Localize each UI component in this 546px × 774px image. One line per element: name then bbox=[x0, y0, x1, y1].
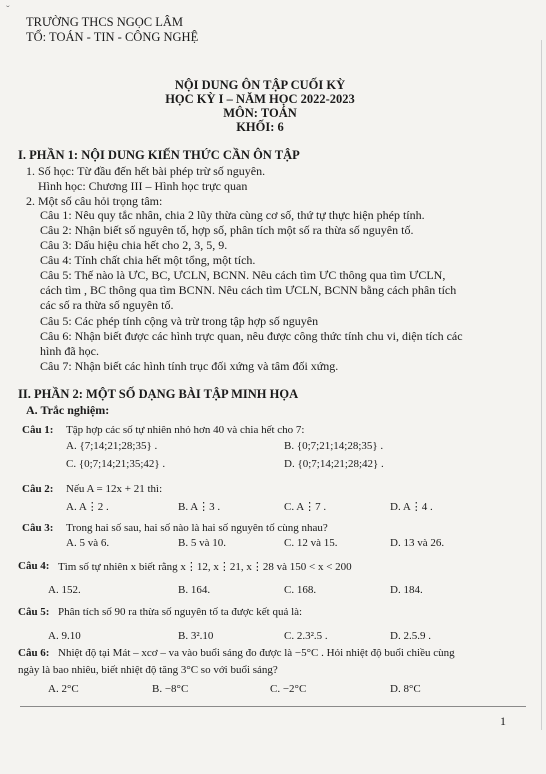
q1-option-a: A. {7;14;21;28;35} . bbox=[66, 440, 158, 452]
q2-text: Nếu A = 12x + 21 thì: bbox=[66, 483, 163, 495]
q4-option-c: C. 168. bbox=[284, 584, 317, 596]
q3-option-c: C. 12 và 15. bbox=[284, 537, 338, 549]
q6-label: Câu 6: bbox=[18, 647, 50, 659]
review-line: Câu 6: Nhận biết được các hình trực quan, nêu được công thức tính chu vi, diện tích các bbox=[40, 329, 463, 343]
page-edge-line bbox=[541, 40, 542, 730]
review-line: Câu 3: Dấu hiệu chia hết cho 2, 3, 5, 9. bbox=[40, 238, 228, 252]
q2-option-a: A. A⋮2 . bbox=[66, 501, 109, 513]
q6-option-c: C. −2°C bbox=[270, 683, 307, 695]
part1-heading: I. PHẦN 1: NỘI DUNG KIẾN THỨC CẦN ÔN TẬP bbox=[18, 148, 300, 162]
q4-text: Tìm số tự nhiên x biết rằng x⋮12, x⋮21, x⋮28 và 150 < x < 200 bbox=[58, 561, 352, 573]
q3-text: Trong hai số sau, hai số nào là hai số nguyên tố cùng nhau? bbox=[66, 522, 328, 534]
part1-item1b: Hình học: Chương III – Hình học trực quan bbox=[38, 179, 248, 193]
part1-item2: 2. Một số câu hỏi trọng tâm: bbox=[26, 194, 163, 208]
q5-label: Câu 5: bbox=[18, 606, 50, 618]
q2-option-b: B. A⋮3 . bbox=[178, 501, 221, 513]
q6-text: Nhiệt độ tại Mát – xcơ – va vào buổi sáng đo được là −5°C . Hỏi nhiệt độ buổi chiều cùng bbox=[58, 647, 455, 659]
q6-text-line2: ngày là bao nhiêu, biết nhiệt độ tăng 3°C so với buổi sáng? bbox=[18, 664, 278, 676]
q5-option-b: B. 3².10 bbox=[178, 630, 214, 642]
q5-text: Phân tích số 90 ra thừa số nguyên tố ta được kết quả là: bbox=[58, 606, 303, 618]
doc-title-line2: HỌC KỲ I – NĂM HỌC 2022-2023 bbox=[165, 92, 355, 106]
q5-option-c: C. 2.3².5 . bbox=[284, 630, 328, 642]
review-line: Câu 5: Thế nào là ƯC, BC, ƯCLN, BCNN. Nêu cách tìm ƯC thông qua tìm ƯCLN, bbox=[40, 268, 446, 282]
q1-option-d: D. {0;7;14;21;28;42} . bbox=[284, 458, 384, 470]
footer-divider bbox=[20, 706, 526, 707]
page-number: 1 bbox=[500, 714, 506, 728]
doc-title-line3: MÔN: TOÁN bbox=[223, 106, 297, 120]
q6-option-b: B. −8°C bbox=[152, 683, 189, 695]
q3-option-a: A. 5 và 6. bbox=[66, 537, 110, 549]
part2-heading: II. PHẦN 2: MỘT SỐ DẠNG BÀI TẬP MINH HỌA bbox=[18, 387, 299, 401]
q2-option-c: C. A⋮7 . bbox=[284, 501, 327, 513]
q1-text: Tập hợp các số tự nhiên nhỏ hơn 40 và chia hết cho 7: bbox=[66, 424, 305, 436]
doc-title-line4: KHỐI: 6 bbox=[236, 120, 284, 134]
review-line: Câu 4: Tính chất chia hết một tổng, một tích. bbox=[40, 253, 256, 267]
part2-subheading: A. Trắc nghiệm: bbox=[26, 403, 110, 417]
q6-option-a: A. 2°C bbox=[48, 683, 79, 695]
q4-label: Câu 4: bbox=[18, 560, 50, 572]
review-line: hình đã học. bbox=[40, 344, 99, 358]
q5-option-a: A. 9.10 bbox=[48, 630, 81, 642]
q4-option-d: D. 184. bbox=[390, 584, 423, 596]
q1-label: Câu 1: bbox=[22, 424, 54, 436]
part1-item1: 1. Số học: Từ đầu đến hết bài phép trừ số nguyên. bbox=[26, 164, 266, 178]
school-name: TRƯỜNG THCS NGỌC LÂM bbox=[26, 15, 184, 29]
q1-option-b: B. {0;7;21;14;28;35} . bbox=[284, 440, 384, 452]
q2-option-d: D. A⋮4 . bbox=[390, 501, 433, 513]
review-line: các số ra thừa số nguyên tố. bbox=[40, 298, 174, 312]
corner-mark: ˇ bbox=[6, 4, 10, 16]
review-line: Câu 5: Các phép tính cộng và trừ trong tập hợp số nguyên bbox=[40, 314, 319, 328]
q3-option-d: D. 13 và 26. bbox=[390, 537, 445, 549]
department-name: TỔ: TOÁN - TIN - CÔNG NGHỆ bbox=[26, 30, 199, 44]
q3-label: Câu 3: bbox=[22, 522, 54, 534]
review-line: Câu 1: Nêu quy tắc nhân, chia 2 lũy thừa cùng cơ số, thứ tự thực hiện phép tính. bbox=[40, 208, 425, 222]
q5-option-d: D. 2.5.9 . bbox=[390, 630, 431, 642]
review-line: Câu 7: Nhận biết các hình tính trục đối xứng và tâm đối xứng. bbox=[40, 359, 339, 373]
q6-option-d: D. 8°C bbox=[390, 683, 421, 695]
q2-label: Câu 2: bbox=[22, 483, 54, 495]
q1-option-c: C. {0;7;14;21;35;42} . bbox=[66, 458, 166, 470]
review-line: Câu 2: Nhận biết số nguyên tố, hợp số, phân tích một số ra thừa số nguyên tố. bbox=[40, 223, 414, 237]
q3-option-b: B. 5 và 10. bbox=[178, 537, 226, 549]
review-line: cách tìm , BC thông qua tìm BCNN. Nêu cách tìm ƯCLN, BCNN bằng cách phân tích bbox=[40, 283, 457, 297]
q4-option-b: B. 164. bbox=[178, 584, 211, 596]
q4-option-a: A. 152. bbox=[48, 584, 81, 596]
doc-title-line1: NỘI DUNG ÔN TẬP CUỐI KỲ bbox=[174, 78, 346, 92]
